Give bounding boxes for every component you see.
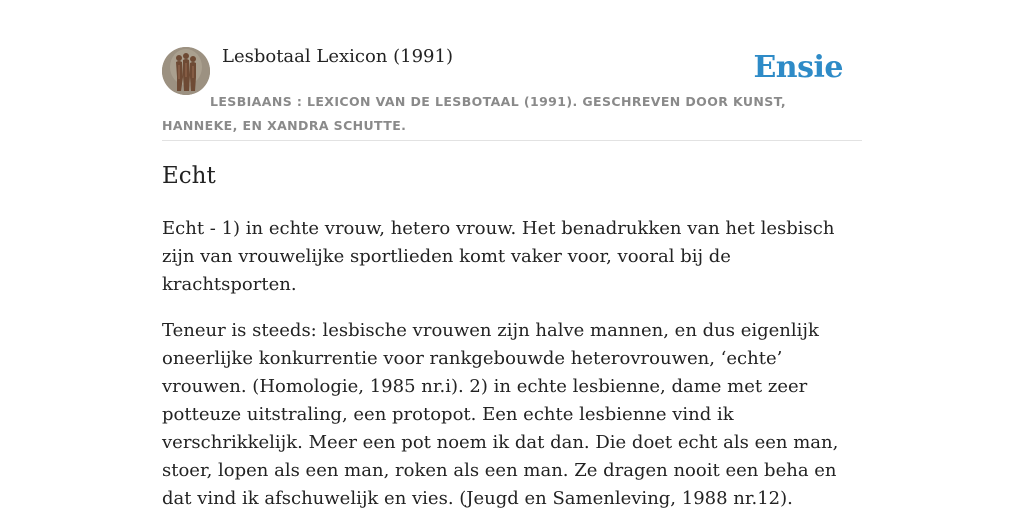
- statue-thumbnail-icon[interactable]: [162, 47, 210, 95]
- book-subtitle: LESBIAANS : LEXICON VAN DE LESBOTAAL (1991). GESCHREVEN DOOR KUNST, HANNEKE, EN XANDRA SCHUTTE.: [162, 94, 786, 133]
- brand-logo[interactable]: Ensie: [753, 50, 843, 85]
- entry-paragraph: Echt - 1) in echte vrouw, hetero vrouw. Het benadrukken van het lesbisch zijn van vrouwelijke sportlieden komt vaker voor, vooral bij de krachtsporten.: [162, 218, 835, 295]
- entry-body: [162, 215, 864, 531]
- page: [162, 0, 862, 509]
- book-title[interactable]: Lesbotaal Lexicon (1991): [222, 46, 453, 67]
- entry-paragraph: Teneur is steeds: lesbische vrouwen zijn halve mannen, en dus eigenlijk oneerlijke konkurrentie voor rankgebouwde heterovrouwen, ‘echte’ vrouwen. (Homologie, 1985 nr.i). 2) in echte lesbienne, dame met zeer potteuze uitstraling, een protopot. Een echte lesbienne vind ik verschrikkelijk. Meer een pot noem ik dat dan. Die doet echt als een man, stoer, lopen als een man, roken als een man. Ze dragen nooit een beha en dat vind ik afschuwelijk en vies. (Jeugd en Samenleving, 1988 nr.12).: [162, 320, 839, 509]
- entry-title: Echt: [162, 163, 216, 189]
- header: [162, 0, 862, 141]
